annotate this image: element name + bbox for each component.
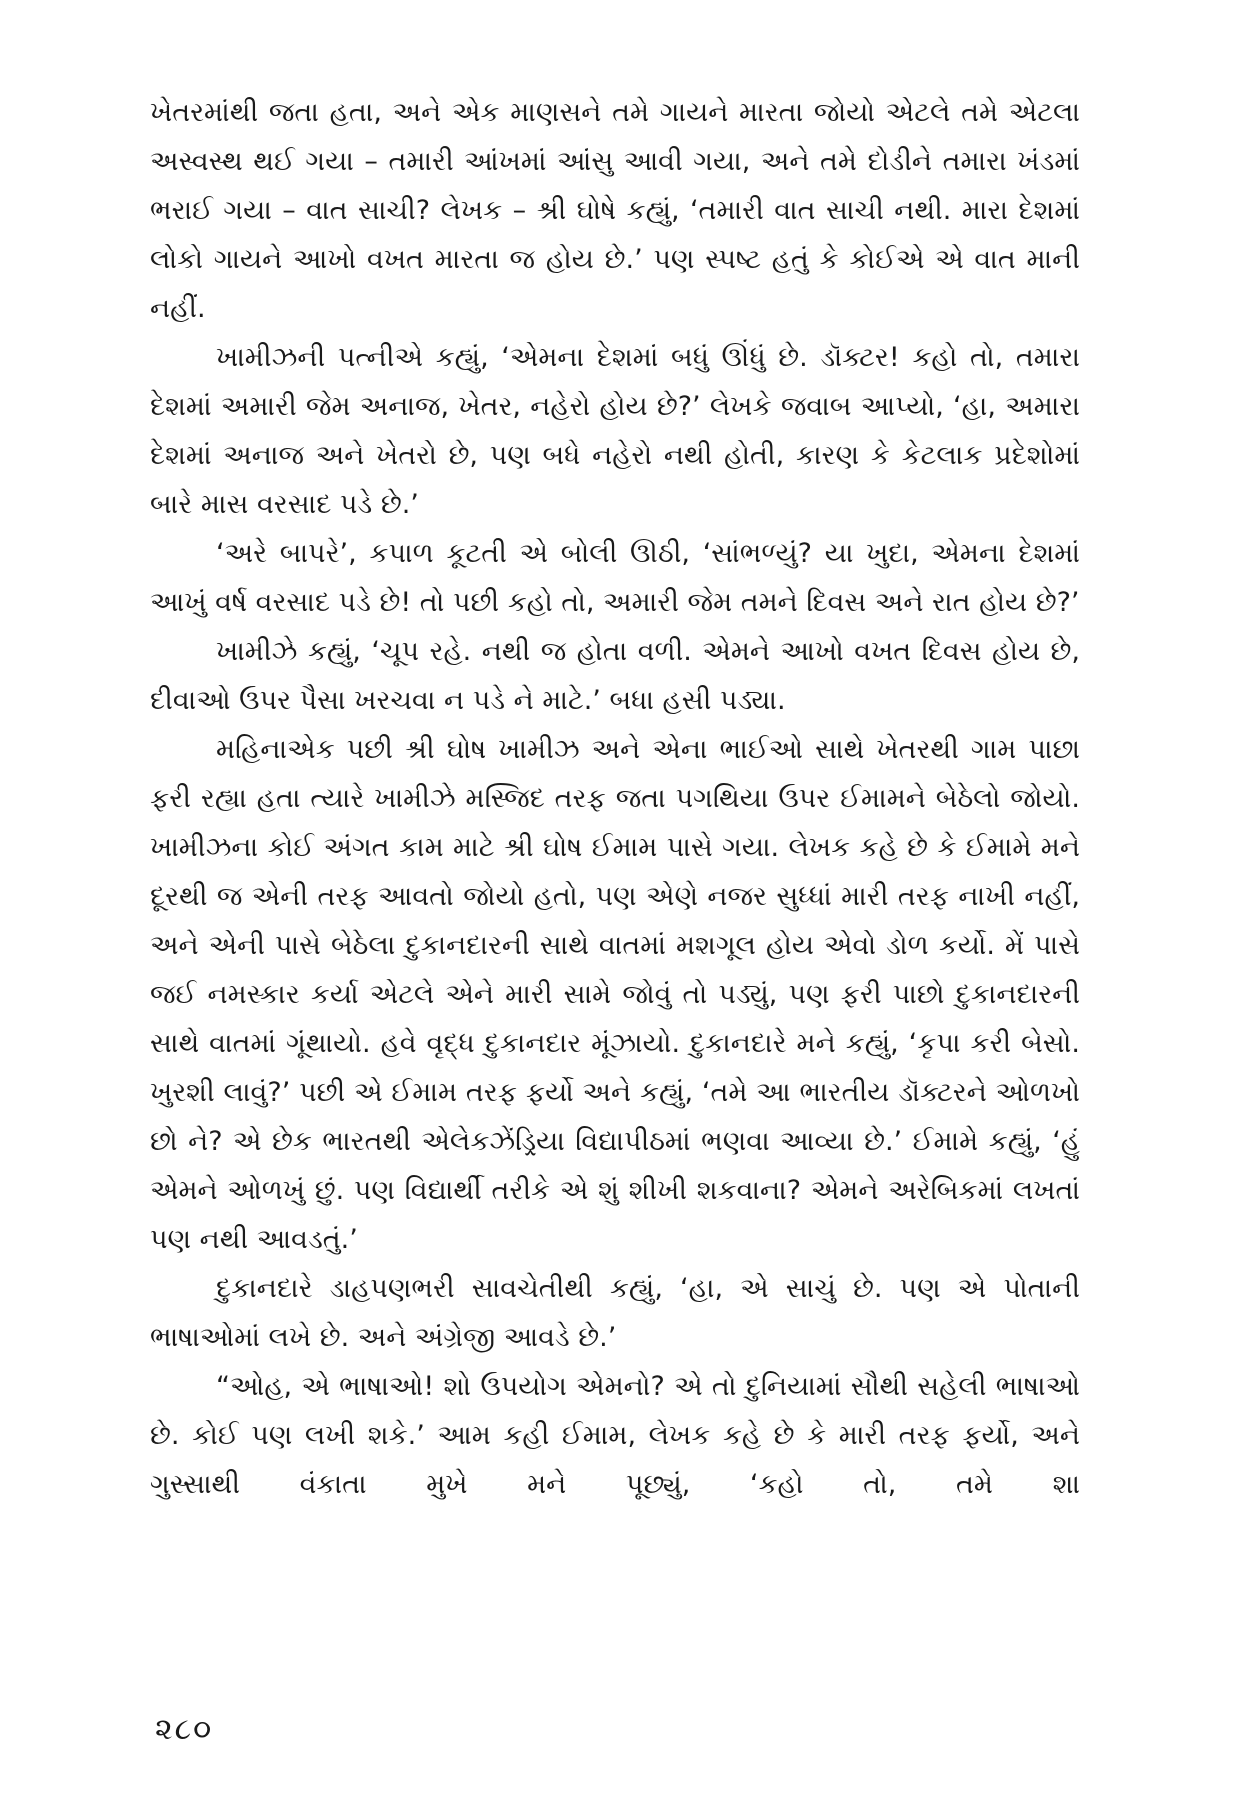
line: બેઠેલા દુકાનદારની સાથે વાતમાં મશગૂલ હોય એવો ડોળ કર્યો. મેં પાસે (330, 930, 1080, 961)
line: પોતાની ભાષાઓમાં લખે છે. અને અંગ્રેજી આવડે છે.’ (150, 1273, 1080, 1353)
line: ‘અરે બાપરે’, કપાળ કૂટતી એ બોલી ઊઠી, ‘સાંભળ્યું? યા ખુદા, (216, 538, 932, 569)
paragraph-6 (150, 1264, 1080, 1362)
line: લખતાં પણ નથી આવડતું.’ (150, 1175, 1081, 1255)
line: એલેકઝેંડ્રિયા વિદ્યાપીઠમાં ભણવા આવ્યા છે.’ ઈમામે કહ્યું, ‘હું એમને (150, 1126, 1081, 1206)
line: એમના દેશમાં આખું વર્ષ વરસાદ પડે છે! તો પછી કહો તો, અમારી જેમ (150, 538, 1080, 618)
line: હોય છે, દીવાઓ ઉપર પૈસા ખરચવા ન પડે ને માટે.’ બધા હસી પડ્યા. (150, 636, 1080, 716)
page-body (150, 88, 1080, 1728)
line: મને કહ્યું, ‘કૃપા કરી બેસો. ખુરશી લાવું?’ પછી એ ઈમામ તરફ ફર્યો અને (150, 1028, 1081, 1108)
paragraph-2 (150, 333, 1080, 529)
line: ખેતરમાંથી જતા હતા, અને એક માણસને તમે ગાયને મારતા જોયો એટલે (150, 97, 962, 128)
line: દુકાનદારની સાથે વાતમાં ગૂંથાયો. હવે વૃદ્ધ દુકાનદાર મૂંઝાયો. દુકાનદારે (150, 979, 1080, 1059)
page-number: ૨૮૦ (155, 1712, 214, 1747)
line: તમે દોડીને તમારા ખંડમાં ભરાઈ ગયા – વાત સાચી? લેખક – શ્રી ઘોષે (150, 146, 1080, 226)
line: કહ્યું, ‘તમે આ ભારતીય ડૉક્ટરને ઓળખો છો ને? એ છેક ભારતથી (150, 1077, 1081, 1157)
line: કહ્યું, ‘તમારી વાત સાચી નથી. મારા દેશમાં લોકો ગાયને આખો વખત (150, 195, 1080, 275)
paragraph-1 (150, 88, 1080, 333)
line: તમને દિવસ અને રાત હોય છે?’ (740, 587, 1080, 618)
line: ઉપર ઈમામને બેઠેલો જોયો. ખામીઝના કોઈ અંગત કામ માટે શ્રી ઘોષ (150, 783, 1080, 863)
line: દુકાનદારે ડાહપણભરી સાવચેતીથી કહ્યું, ‘હા, એ સાચું છે. પણ એ (216, 1273, 1004, 1304)
line: ગામ પાછા ફરી રહ્યા હતા ત્યારે ખામીઝે મસ્જિદ તરફ જતા પગથિયા (150, 734, 1081, 814)
line: ઈમામ પાસે ગયા. લેખક કહે છે કે ઈમામે મને દૂરથી જ એની તરફ આવતો (150, 832, 1080, 912)
line: “ઓહ, એ ભાષાઓ! શો ઉપયોગ એમનો? એ તો દુનિયામાં સૌથી (216, 1371, 918, 1402)
line: જઈ નમસ્કાર કર્યા એટલે એને મારી સામે જોવું તો પડ્યું, પણ ફરી પાછો (150, 979, 956, 1010)
line: ઓળખું છું. પણ વિદ્યાર્થી તરીકે એ શું શીખી શકવાના? એમને અરેબિકમાં (227, 1175, 1013, 1206)
line: ખામીઝે કહ્યું, ‘ચૂપ રહે. નથી જ હોતા વળી. એમને આખો વખત દિવસ (216, 636, 992, 667)
line: જવાબ આપ્યો, ‘હા, અમારા દેશમાં અનાજ અને ખેતરો છે, પણ બધે નહેરો (150, 391, 1080, 471)
line: કે મારી તરફ ફર્યો, અને ગુસ્સાથી વંકાતા મુખે મને પૂછ્યું, ‘કહો તો, તમે શા (150, 1420, 1080, 1500)
line: નથી હોતી, કારણ કે કેટલાક પ્રદેશોમાં બારે માસ વરસાદ પડે છે.’ (150, 440, 1080, 520)
paragraph-5 (150, 725, 1080, 1264)
paragraph-4 (150, 627, 1080, 725)
line: તમે એટલા અસ્વસ્થ થઈ ગયા – તમારી આંખમાં આંસુ આવી ગયા, અને (150, 97, 1080, 177)
paragraph-3 (150, 529, 1080, 627)
line: મારતા જ હોય છે.’ પણ સ્પષ્ટ હતું કે કોઈએ એ વાત માની નહીં. (150, 244, 1081, 324)
line: તો, તમારા દેશમાં અમારી જેમ અનાજ, ખેતર, નહેરો હોય છે?’ લેખકે (150, 342, 1080, 422)
line: મહિનાએક પછી શ્રી ઘોષ ખામીઝ અને એના ભાઈઓ સાથે ખેતરથી (216, 734, 971, 765)
line: સહેલી ભાષાઓ છે. કોઈ પણ લખી શકે.’ આમ કહી ઈમામ, લેખક કહે છે (150, 1371, 1080, 1451)
line: જોયો હતો, પણ એણે નજર સુધ્ધાં મારી તરફ નાખી નહીં, અને એની પાસે (150, 881, 1080, 961)
line: ખામીઝની પત્નીએ કહ્યું, ‘એમના દેશમાં બધું ઊંધું છે. ડૉક્ટર! કહો (216, 342, 970, 373)
paragraph-7 (150, 1362, 1080, 1509)
